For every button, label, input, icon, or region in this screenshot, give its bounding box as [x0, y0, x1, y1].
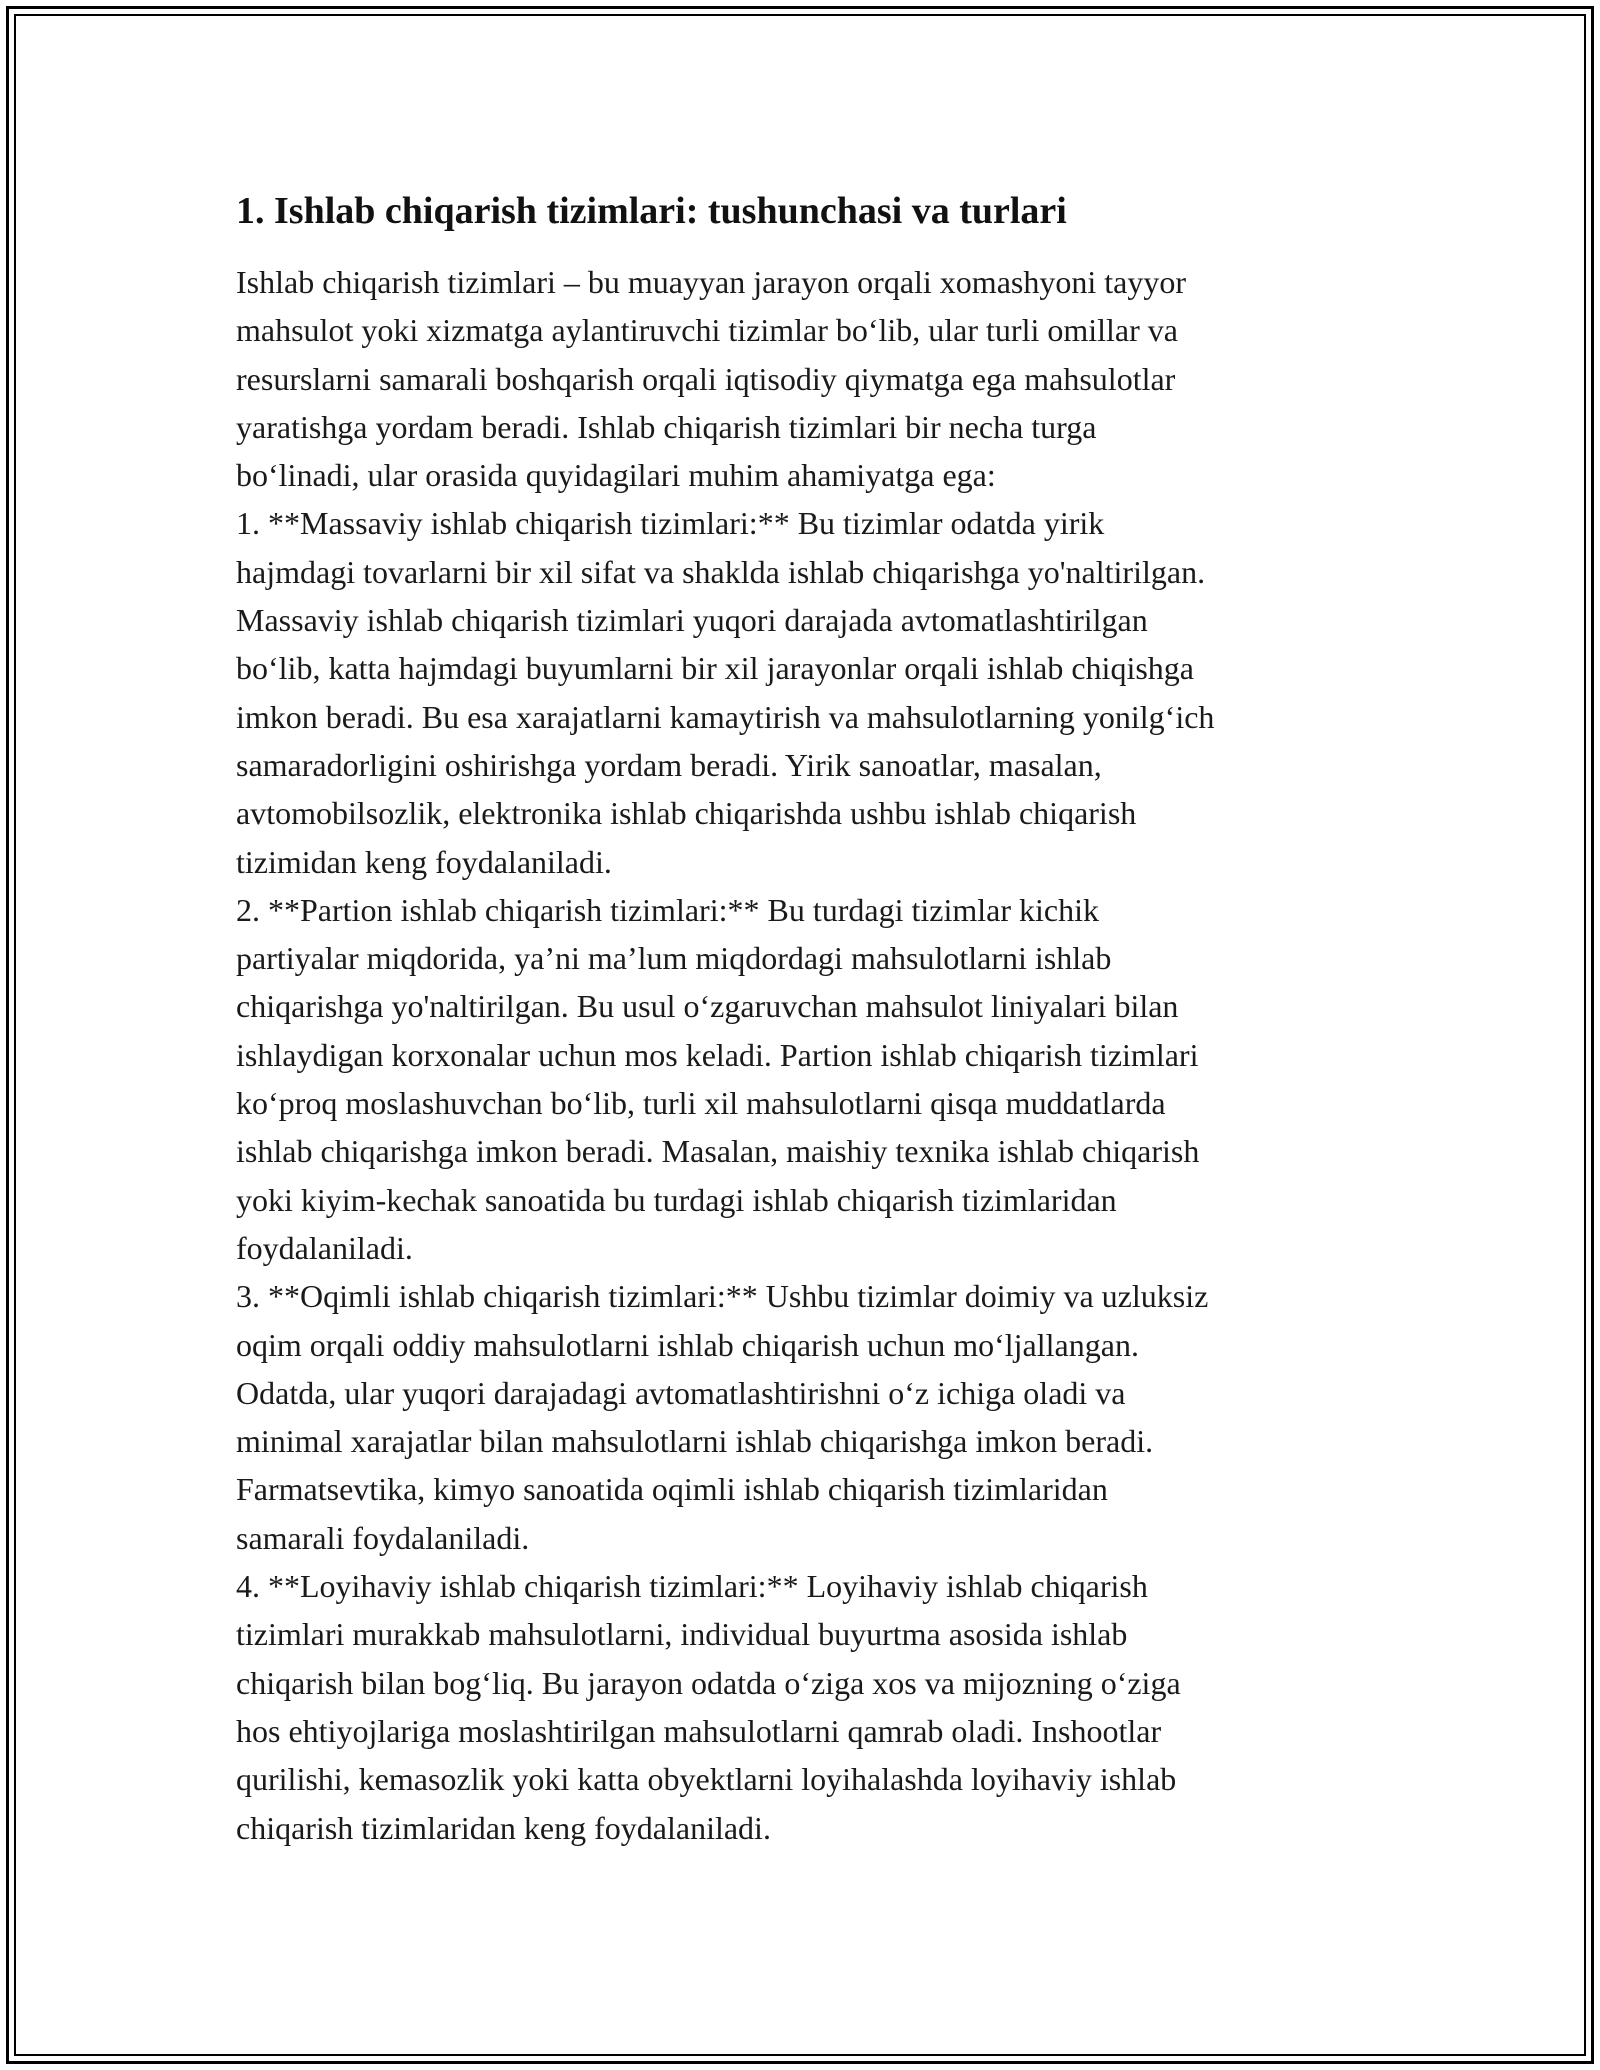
text-line: samaradorligini oshirishga yordam beradi. Yirik sanoatlar, masalan, [236, 746, 1102, 783]
text-line: resurslarni samarali boshqarish orqali iqtisodiy qiymatga ega mahsulotlar [236, 360, 1176, 397]
text-line: Massaviy ishlab chiqarish tizimlari yuqori darajada avtomatlashtirilgan [236, 602, 1148, 639]
document-heading: 1. Ishlab chiqarish tizimlari: tushunchasi va turlari [236, 190, 1067, 232]
text-line: 2. **Partion ishlab chiqarish tizimlari:** Bu turdagi tizimlar kichik [236, 891, 1099, 928]
text-line: chiqarish tizimlaridan keng foydalaniladi. [236, 1809, 771, 1846]
text-line: bo‘lib, katta hajmdagi buyumlarni bir xil jarayonlar orqali ishlab chiqishga [236, 650, 1194, 687]
document-body [236, 186, 1366, 1852]
text-line: 4. **Loyihaviy ishlab chiqarish tizimlari:** Loyihaviy ishlab chiqarish [236, 1568, 1148, 1605]
text-line: bo‘linadi, ular orasida quyidagilari muhim ahamiyatga ega: [236, 457, 996, 494]
text-line: foydalaniladi. [236, 1229, 413, 1266]
text-line: ishlab chiqarishga imkon beradi. Masalan, maishiy texnika ishlab chiqarish [236, 1133, 1200, 1170]
document-text [236, 258, 1366, 1852]
text-line: oqim orqali oddiy mahsulotlarni ishlab chiqarish uchun mo‘ljallangan. [236, 1326, 1139, 1363]
text-line: ko‘proq moslashuvchan bo‘lib, turli xil mahsulotlarni qisqa muddatlarda [236, 1085, 1166, 1122]
text-line: Odatda, ular yuqori darajadagi avtomatlashtirishni o‘z ichiga oladi va [236, 1374, 1126, 1411]
text-line: hajmdagi tovarlarni bir xil sifat va shaklda ishlab chiqarishga yo'naltirilgan. [236, 553, 1206, 590]
text-line: minimal xarajatlar bilan mahsulotlarni ishlab chiqarishga imkon beradi. [236, 1423, 1154, 1460]
text-line: qurilishi, kemasozlik yoki katta obyektlarni loyihalashda loyihaviy ishlab [236, 1761, 1177, 1798]
text-line: imkon beradi. Bu esa xarajatlarni kamaytirish va mahsulotlarning yonilg‘ich [236, 698, 1215, 735]
text-line: chiqarish bilan bog‘liq. Bu jarayon odatda o‘ziga xos va mijozning o‘ziga [236, 1664, 1181, 1701]
text-line: 3. **Oqimli ishlab chiqarish tizimlari:** Ushbu tizimlar doimiy va uzluksiz [236, 1278, 1209, 1315]
text-line: partiyalar miqdorida, ya’ni ma’lum miqdordagi mahsulotlarni ishlab [236, 940, 1112, 977]
text-line: yoki kiyim-kechak sanoatida bu turdagi ishlab chiqarish tizimlaridan [236, 1181, 1117, 1218]
text-line: hos ehtiyojlariga moslashtirilgan mahsulotlarni qamrab oladi. Inshootlar [236, 1712, 1162, 1749]
text-line: ishlaydigan korxonalar uchun mos keladi. Partion ishlab chiqarish tizimlari [236, 1036, 1199, 1073]
text-line: tizimidan keng foydalaniladi. [236, 843, 612, 880]
text-line: Farmatsevtika, kimyo sanoatida oqimli ishlab chiqarish tizimlaridan [236, 1471, 1108, 1508]
text-line: chiqarishga yo'naltirilgan. Bu usul o‘zgaruvchan mahsulot liniyalari bilan [236, 988, 1179, 1025]
text-line: samarali foydalaniladi. [236, 1519, 530, 1556]
text-line: 1. **Massaviy ishlab chiqarish tizimlari:** Bu tizimlar odatda yirik [236, 505, 1105, 542]
text-line: tizimlari murakkab mahsulotlarni, individual buyurtma asosida ishlab [236, 1616, 1128, 1653]
text-line: Ishlab chiqarish tizimlari – bu muayyan jarayon orqali xomashyoni tayyor [236, 264, 1186, 300]
text-line: avtomobilsozlik, elektronika ishlab chiqarishda ushbu ishlab chiqarish [236, 795, 1137, 832]
text-line: mahsulot yoki xizmatga aylantiruvchi tizimlar bo‘lib, ular turli omillar va [236, 312, 1178, 349]
text-line: yaratishga yordam beradi. Ishlab chiqarish tizimlari bir necha turga [236, 408, 1097, 445]
